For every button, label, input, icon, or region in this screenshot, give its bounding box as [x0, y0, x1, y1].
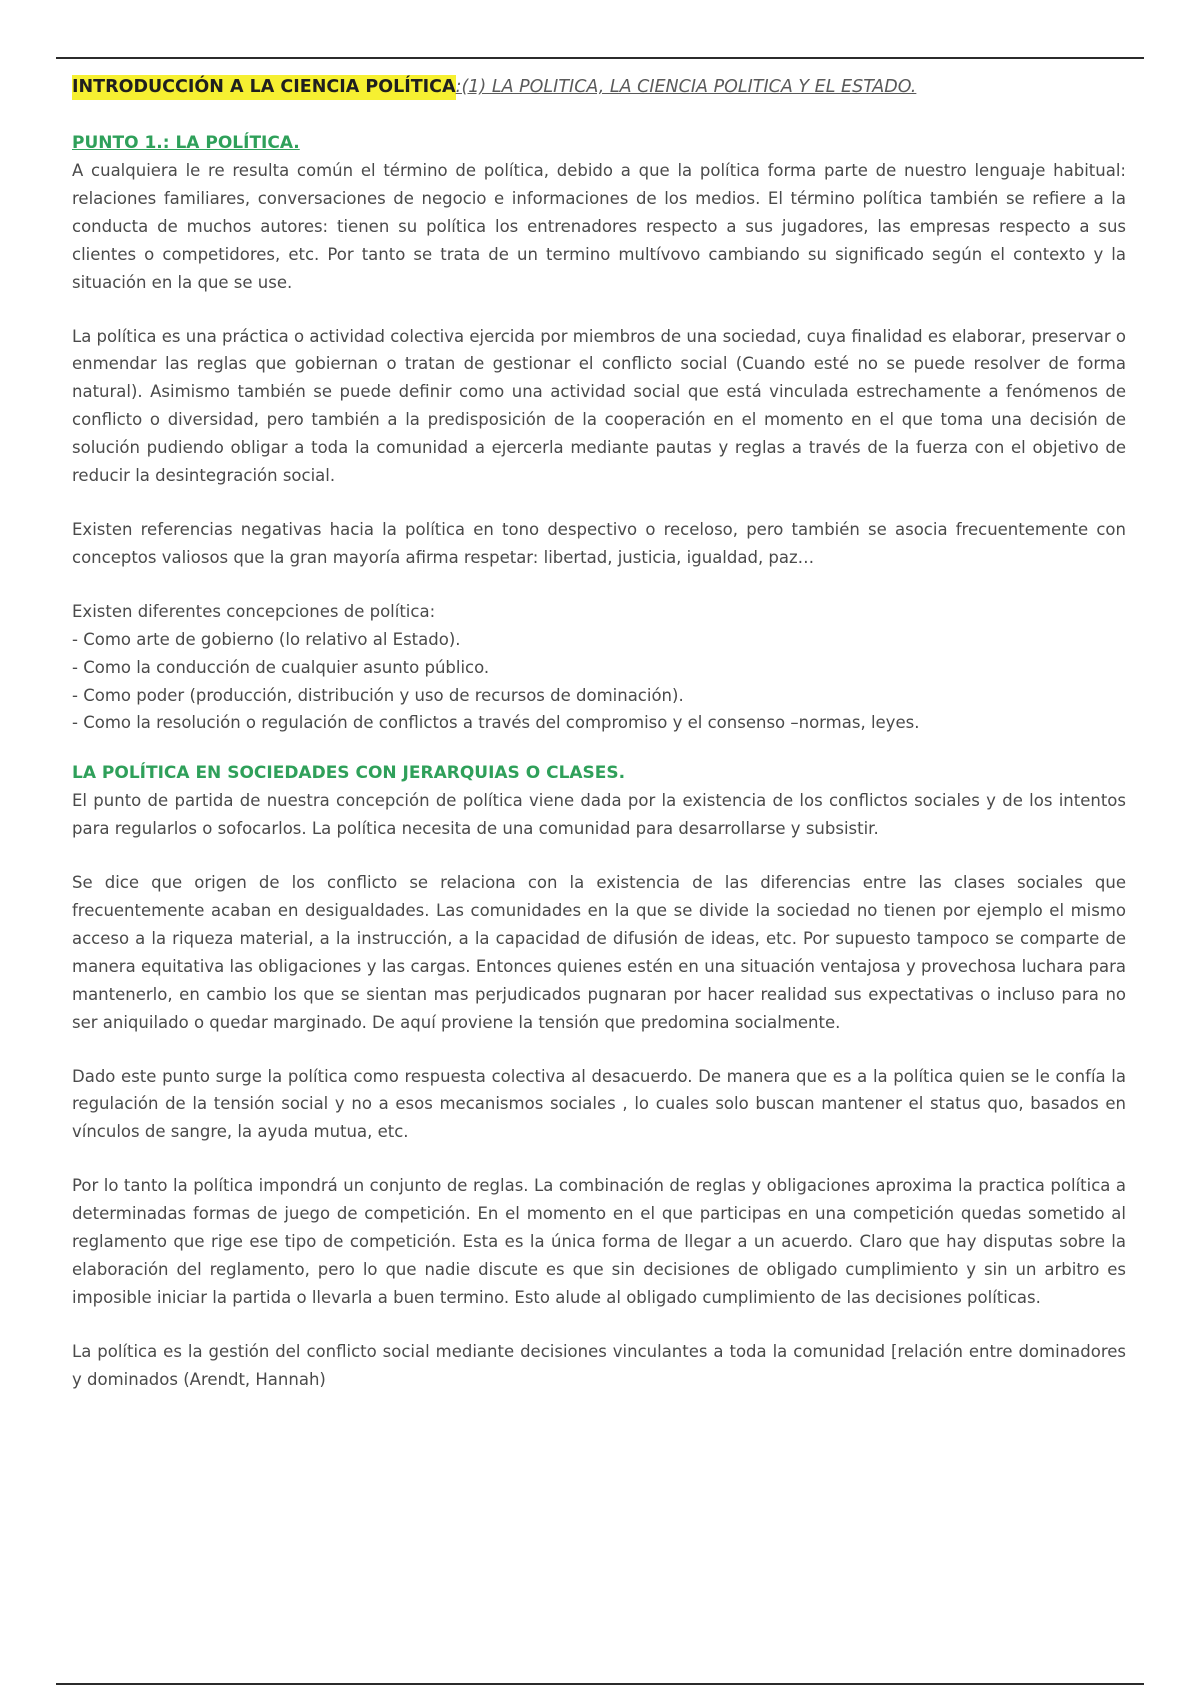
- paragraph: Dado este punto surge la política como respuesta colectiva al desacuerdo. De manera que es a la política quien se le confía la regulación de la tensión social y no a esos mecanismos sociales , lo cuales solo buscan mantener el status quo, basados en vínculos de sangre, la ayuda mutua, etc.: [72, 1066, 1126, 1142]
- paragraph: El punto de partida de nuestra concepción de política viene dada por la existencia de los conflictos sociales y de los intentos para regularlos o sofocarlos. La política necesita de una comunidad para desarrollarse y subsistir.: [72, 791, 1126, 839]
- paragraph: A cualquiera le re resulta común el término de política, debido a que la política forma parte de nuestro lenguaje habitual: relaciones familiares, conversaciones de negocio e informaciones de los medios. El término política también se refiere a la conducta de muchos autores: tienen su política los entrenadores respecto a sus jugadores, las empresas respecto a sus clientes o competidores, etc. Por tanto se trata de un termino multívovo cambiando su significado según el contexto y la situación en la que se use.: [72, 161, 1126, 292]
- bottom-rule: [56, 1683, 1144, 1685]
- list-item: - Como la conducción de cualquier asunto público.: [72, 657, 490, 677]
- title-highlighted: INTRODUCCIÓN A LA CIENCIA POLÍTICA: [72, 75, 456, 100]
- paragraph: Existen referencias negativas hacia la política en tono despectivo o receloso, pero también se asocia frecuentemente con conceptos valiosos que la gran mayoría afirma respetar: libertad, justicia, igualdad, paz…: [72, 519, 1126, 567]
- concepts-list: [72, 626, 1126, 738]
- paragraph: Se dice que origen de los conflicto se relaciona con la existencia de las diferencias entre las clases sociales que frecuentemente acaban en desigualdades. Las comunidades en la que se divide la sociedad no tienen por ejemplo el mismo acceso a la riqueza material, a la instrucción, a la capacidad de difusión de ideas, etc. Por supuesto tampoco se comparte de manera equitativa las obligaciones y las cargas. Entonces quienes estén en una situación ventajosa y provechosa luchara para mantenerlo, en cambio los que se sientan mas perjudicados pugnaran por hacer realidad sus expectativas o incluso para no ser aniquilado o quedar marginado. De aquí proviene la tensión que predomina socialmente.: [72, 873, 1126, 1032]
- paragraph: La política es la gestión del conflicto social mediante decisiones vinculantes a toda la comunidad [relación entre dominadores y dominados (Arendt, Hannah): [72, 1341, 1126, 1389]
- document-body: [72, 70, 1126, 1394]
- paragraph: Existen diferentes concepciones de política:: [72, 601, 436, 621]
- section-heading-sociedades: LA POLÍTICA EN SOCIEDADES CON JERARQUIAS O CLASES.: [72, 763, 626, 784]
- list-item: - Como arte de gobierno (lo relativo al Estado).: [72, 629, 461, 649]
- top-rule: [56, 57, 1144, 59]
- paragraph: Por lo tanto la política impondrá un conjunto de reglas. La combinación de reglas y obligaciones aproxima la practica política a determinadas formas de juego de competición. En el momento en el que participas en una competición quedas sometido al reglamento que rige ese tipo de competición. Esta es la única forma de llegar a un acuerdo. Claro que hay disputas sobre la elaboración del reglamento, pero lo que nadie discute es que sin decisiones de obligado cumplimiento y sin un arbitro es imposible iniciar la partida o llevarla a buen termino. Esto alude al obligado cumplimiento de las decisiones políticas.: [72, 1176, 1126, 1307]
- list-item: - Como la resolución o regulación de conflictos a través del compromiso y el consenso –normas, leyes.: [72, 713, 920, 733]
- paragraph: La política es una práctica o actividad colectiva ejercida por miembros de una sociedad, cuya finalidad es elaborar, preservar o enmendar las reglas que gobiernan o tratan de gestionar el conflicto social (Cuando esté no se puede resolver de forma natural). Asimismo también se puede definir como una actividad social que está vinculada estrechamente a fenómenos de conflicto o diversidad, pero también a la predisposición de la cooperación en el momento en el que toma una decisión de solución pudiendo obligar a toda la comunidad a ejercerla mediante pautas y reglas a través de la fuerza con el objetivo de reducir la desintegración social.: [72, 326, 1126, 486]
- section-heading-punto-1: PUNTO 1.: LA POLÍTICA.: [72, 133, 300, 153]
- list-item: - Como poder (producción, distribución y uso de recursos de dominación).: [72, 685, 684, 705]
- document-title: [72, 70, 1126, 104]
- title-subtitle: :(1) LA POLITICA, LA CIENCIA POLITICA Y EL ESTADO.: [455, 77, 917, 97]
